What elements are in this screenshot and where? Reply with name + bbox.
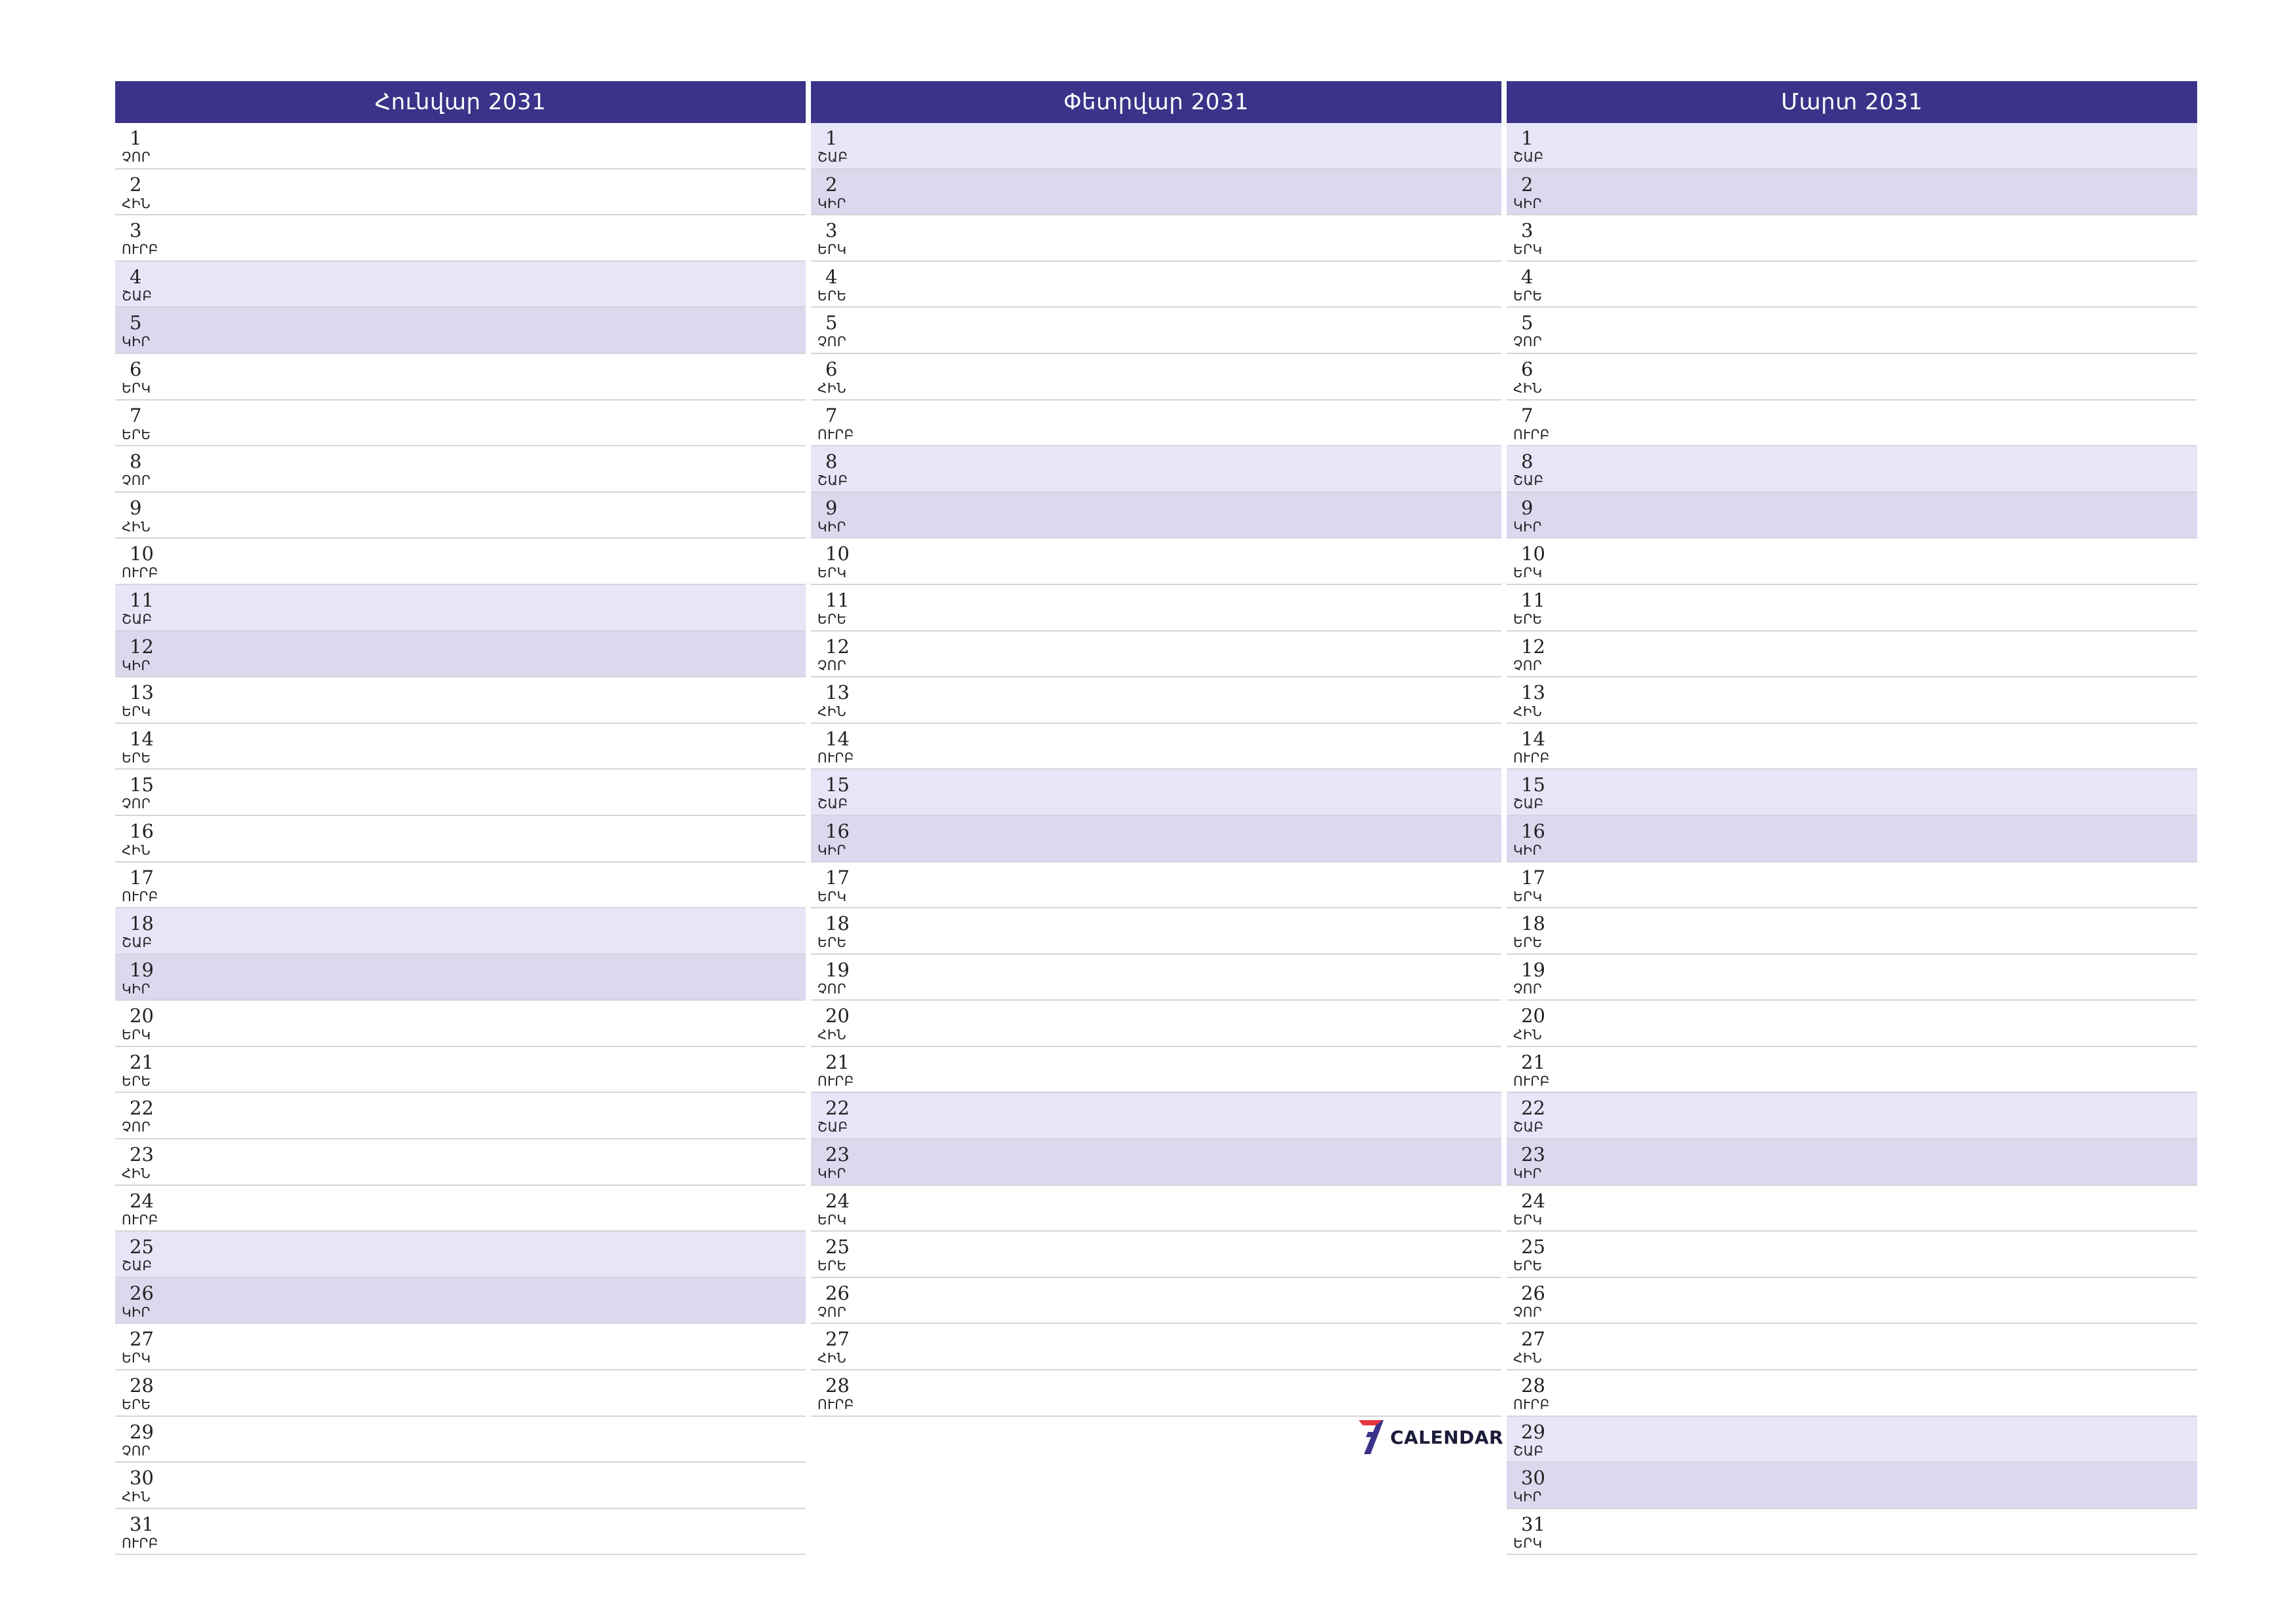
day-row bbox=[1507, 816, 2197, 863]
day-number: 1 bbox=[130, 127, 142, 149]
day-row bbox=[811, 401, 1501, 447]
weekday-label: ԿԻՐ bbox=[122, 1304, 151, 1320]
day-row bbox=[1507, 493, 2197, 539]
weekday-label: ԿԻՐ bbox=[122, 657, 151, 673]
day-row bbox=[115, 539, 806, 585]
day-row bbox=[115, 123, 806, 169]
day-row bbox=[1507, 1047, 2197, 1094]
day-row bbox=[811, 123, 1501, 169]
day-row bbox=[115, 1186, 806, 1232]
weekday-label: ԵՐԵ bbox=[122, 426, 151, 442]
day-row bbox=[811, 677, 1501, 724]
day-row bbox=[115, 446, 806, 493]
weekday-label: ՇԱԲ bbox=[122, 611, 152, 627]
weekday-label: ԵՐԵ bbox=[817, 611, 847, 627]
day-number: 11 bbox=[130, 588, 154, 611]
weekday-label: ԿԻՐ bbox=[1513, 842, 1542, 858]
weekday-label: ԵՐԵ bbox=[122, 1397, 151, 1413]
day-number: 10 bbox=[825, 543, 850, 565]
month-title: Հունվար 2031 bbox=[115, 81, 806, 123]
day-row bbox=[1507, 1463, 2197, 1509]
day-row bbox=[115, 724, 806, 770]
day-row bbox=[1507, 632, 2197, 678]
day-row bbox=[1507, 123, 2197, 169]
weekday-label: ԵՐԿ bbox=[122, 704, 151, 720]
weekday-label: ԿԻՐ bbox=[122, 334, 151, 350]
day-row bbox=[811, 1370, 1501, 1417]
weekday-label: ԵՐԵ bbox=[122, 1073, 151, 1089]
weekday-label: ԵՐԿ bbox=[817, 565, 847, 581]
day-number: 29 bbox=[1521, 1420, 1545, 1443]
day-number: 26 bbox=[825, 1281, 850, 1304]
day-row bbox=[115, 262, 806, 308]
weekday-label: ՈՒՐԲ bbox=[817, 426, 854, 442]
weekday-label: ՈՒՐԲ bbox=[1513, 1073, 1550, 1089]
day-row bbox=[115, 1139, 806, 1186]
day-row bbox=[811, 262, 1501, 308]
day-number: 14 bbox=[825, 727, 850, 750]
day-number: 17 bbox=[825, 866, 850, 889]
day-number: 21 bbox=[130, 1050, 154, 1073]
day-number: 4 bbox=[1521, 265, 1534, 288]
day-number: 27 bbox=[1521, 1328, 1545, 1351]
day-row bbox=[1507, 770, 2197, 816]
weekday-label: ԿԻՐ bbox=[817, 1166, 846, 1182]
day-row bbox=[1507, 169, 2197, 216]
day-number: 5 bbox=[1521, 312, 1534, 334]
weekday-label: ԿԻՐ bbox=[122, 980, 151, 997]
weekday-label: ՇԱԲ bbox=[1513, 149, 1544, 165]
day-row bbox=[1507, 446, 2197, 493]
day-row bbox=[1507, 354, 2197, 401]
weekday-label: ՉՈՐ bbox=[817, 980, 847, 997]
day-number: 18 bbox=[825, 912, 850, 935]
seven-logo-icon bbox=[1356, 1419, 1385, 1455]
weekday-label: ԵՐԿ bbox=[122, 1027, 151, 1043]
day-number: 8 bbox=[825, 450, 838, 473]
day-row bbox=[811, 539, 1501, 585]
weekday-label: ԿԻՐ bbox=[1513, 1166, 1542, 1182]
weekday-label: ՀԻՆ bbox=[122, 518, 151, 535]
day-number: 19 bbox=[130, 958, 154, 981]
day-number: 24 bbox=[825, 1189, 850, 1212]
weekday-label: ՀԻՆ bbox=[1513, 380, 1543, 396]
day-row bbox=[811, 1001, 1501, 1047]
day-number: 7 bbox=[825, 404, 838, 427]
day-number: 7 bbox=[1521, 404, 1534, 427]
day-number: 20 bbox=[130, 1005, 154, 1027]
day-number: 5 bbox=[825, 312, 838, 334]
weekday-label: ՀԻՆ bbox=[1513, 1350, 1543, 1366]
day-row bbox=[115, 955, 806, 1001]
day-number: 31 bbox=[1521, 1512, 1545, 1535]
day-row bbox=[1507, 1324, 2197, 1370]
weekday-label: ՀԻՆ bbox=[122, 1166, 151, 1182]
day-number: 9 bbox=[130, 496, 142, 519]
weekday-label: ՇԱԲ bbox=[1513, 1442, 1544, 1459]
weekday-label: ՈՒՐԲ bbox=[122, 888, 158, 904]
day-row bbox=[115, 770, 806, 816]
day-number: 6 bbox=[130, 357, 142, 380]
weekday-label: ՀԻՆ bbox=[817, 704, 847, 720]
weekday-label: ՀԻՆ bbox=[817, 1027, 847, 1043]
day-number: 17 bbox=[130, 866, 154, 889]
day-row bbox=[811, 446, 1501, 493]
day-row bbox=[1507, 262, 2197, 308]
day-number: 5 bbox=[130, 312, 142, 334]
day-number: 26 bbox=[1521, 1281, 1545, 1304]
day-row bbox=[811, 1186, 1501, 1232]
day-number: 25 bbox=[1521, 1236, 1545, 1258]
day-number: 1 bbox=[825, 127, 838, 149]
day-row bbox=[115, 493, 806, 539]
day-number: 9 bbox=[825, 496, 838, 519]
day-number: 16 bbox=[825, 819, 850, 842]
weekday-label: ՈՒՐԲ bbox=[817, 749, 854, 766]
day-row bbox=[811, 863, 1501, 909]
weekday-label: ՀԻՆ bbox=[817, 1350, 847, 1366]
day-number: 10 bbox=[1521, 543, 1545, 565]
weekday-label: ՉՈՐ bbox=[817, 657, 847, 673]
weekday-label: ՉՈՐ bbox=[1513, 1304, 1543, 1320]
day-number: 18 bbox=[130, 912, 154, 935]
weekday-label: ԿԻՐ bbox=[1513, 1489, 1542, 1505]
day-row bbox=[1507, 955, 2197, 1001]
day-number: 20 bbox=[1521, 1005, 1545, 1027]
day-number: 6 bbox=[825, 357, 838, 380]
day-number: 23 bbox=[130, 1143, 154, 1166]
day-row bbox=[1507, 401, 2197, 447]
weekday-label: ՉՈՐ bbox=[1513, 657, 1543, 673]
weekday-label: ԵՐԵ bbox=[817, 1258, 847, 1274]
day-row bbox=[811, 169, 1501, 216]
weekday-label: ՇԱԲ bbox=[817, 796, 848, 812]
weekday-label: ՇԱԲ bbox=[1513, 1119, 1544, 1135]
day-row bbox=[115, 1232, 806, 1278]
day-row bbox=[1507, 908, 2197, 955]
day-number: 13 bbox=[1521, 681, 1545, 704]
day-number: 16 bbox=[1521, 819, 1545, 842]
day-row bbox=[811, 1278, 1501, 1325]
day-number: 15 bbox=[130, 774, 154, 796]
weekday-label: ՇԱԲ bbox=[1513, 796, 1544, 812]
day-row bbox=[115, 908, 806, 955]
day-number: 11 bbox=[1521, 588, 1545, 611]
weekday-label: ԵՐԿ bbox=[122, 380, 151, 396]
day-list bbox=[115, 123, 806, 1555]
day-row bbox=[811, 1324, 1501, 1370]
weekday-label: ԿԻՐ bbox=[817, 518, 846, 535]
day-number: 4 bbox=[825, 265, 838, 288]
day-row bbox=[1507, 1093, 2197, 1139]
day-number: 15 bbox=[1521, 774, 1545, 796]
day-row bbox=[115, 1047, 806, 1094]
day-row bbox=[811, 1139, 1501, 1186]
day-row bbox=[115, 816, 806, 863]
day-number: 22 bbox=[1521, 1097, 1545, 1120]
month-january bbox=[115, 81, 806, 1555]
weekday-label: ՀԻՆ bbox=[122, 842, 151, 858]
day-number: 21 bbox=[1521, 1050, 1545, 1073]
weekday-label: ՈՒՐԲ bbox=[122, 1211, 158, 1228]
day-number: 23 bbox=[825, 1143, 850, 1166]
weekday-label: ՉՈՐ bbox=[122, 1442, 151, 1459]
weekday-label: ԵՐԵ bbox=[1513, 935, 1543, 951]
day-number: 20 bbox=[825, 1005, 850, 1027]
day-number: 11 bbox=[825, 588, 850, 611]
day-row bbox=[1507, 1417, 2197, 1463]
weekday-label: ԿԻՐ bbox=[1513, 518, 1542, 535]
weekday-label: ՇԱԲ bbox=[817, 149, 848, 165]
weekday-label: ՇԱԲ bbox=[122, 287, 152, 304]
day-row bbox=[115, 169, 806, 216]
weekday-label: ՈՒՐԲ bbox=[122, 241, 158, 258]
day-row bbox=[1507, 1232, 2197, 1278]
weekday-label: ԵՐԿ bbox=[1513, 888, 1543, 904]
day-list bbox=[1507, 123, 2197, 1555]
weekday-label: ԵՐԿ bbox=[1513, 565, 1543, 581]
day-number: 13 bbox=[825, 681, 850, 704]
day-number: 8 bbox=[1521, 450, 1534, 473]
day-number: 2 bbox=[1521, 173, 1534, 196]
weekday-label: ՈՒՐԲ bbox=[122, 565, 158, 581]
day-number: 3 bbox=[1521, 219, 1534, 242]
weekday-label: ՇԱԲ bbox=[122, 935, 152, 951]
weekday-label: ՀԻՆ bbox=[122, 195, 151, 211]
weekday-label: ՀԻՆ bbox=[817, 380, 847, 396]
day-row bbox=[115, 863, 806, 909]
day-number: 6 bbox=[1521, 357, 1534, 380]
day-row bbox=[115, 585, 806, 632]
weekday-label: ՈՒՐԲ bbox=[1513, 1397, 1550, 1413]
weekday-label: ՉՈՐ bbox=[1513, 334, 1543, 350]
day-row bbox=[1507, 863, 2197, 909]
day-number: 18 bbox=[1521, 912, 1545, 935]
day-row bbox=[1507, 1001, 2197, 1047]
day-row bbox=[1507, 215, 2197, 262]
day-row bbox=[115, 308, 806, 354]
weekday-label: ԵՐԵ bbox=[122, 749, 151, 766]
weekday-label: ԵՐԵ bbox=[1513, 1258, 1543, 1274]
weekday-label: ԿԻՐ bbox=[1513, 195, 1542, 211]
day-row bbox=[115, 1370, 806, 1417]
weekday-label: ԵՐԿ bbox=[817, 241, 847, 258]
day-number: 2 bbox=[130, 173, 142, 196]
weekday-label: ՉՈՐ bbox=[1513, 980, 1543, 997]
day-row bbox=[811, 1093, 1501, 1139]
month-february bbox=[811, 81, 1501, 1417]
day-row bbox=[811, 1232, 1501, 1278]
day-number: 26 bbox=[130, 1281, 154, 1304]
day-row bbox=[811, 215, 1501, 262]
day-row bbox=[1507, 539, 2197, 585]
weekday-label: ԵՐԿ bbox=[1513, 1535, 1543, 1551]
day-row bbox=[115, 632, 806, 678]
day-row bbox=[115, 677, 806, 724]
day-number: 19 bbox=[825, 958, 850, 981]
weekday-label: ԵՐԿ bbox=[1513, 1211, 1543, 1228]
weekday-label: ԵՐԵ bbox=[817, 287, 847, 304]
day-number: 22 bbox=[130, 1097, 154, 1120]
weekday-label: ՇԱԲ bbox=[817, 1119, 848, 1135]
month-title: Փետրվար 2031 bbox=[811, 81, 1501, 123]
day-number: 27 bbox=[825, 1328, 850, 1351]
day-row bbox=[1507, 1186, 2197, 1232]
weekday-label: ՈՒՐԲ bbox=[817, 1073, 854, 1089]
day-row bbox=[115, 401, 806, 447]
month-title: Մարտ 2031 bbox=[1507, 81, 2197, 123]
weekday-label: ԵՐԿ bbox=[817, 1211, 847, 1228]
weekday-label: ՀԻՆ bbox=[122, 1489, 151, 1505]
weekday-label: ԿԻՐ bbox=[817, 195, 846, 211]
weekday-label: ՇԱԲ bbox=[817, 473, 848, 489]
day-row bbox=[1507, 1139, 2197, 1186]
weekday-label: ՉՈՐ bbox=[122, 1119, 151, 1135]
day-number: 2 bbox=[825, 173, 838, 196]
weekday-label: ՈՒՐԲ bbox=[122, 1535, 158, 1551]
day-row bbox=[811, 354, 1501, 401]
weekday-label: ՉՈՐ bbox=[122, 796, 151, 812]
weekday-label: ԵՐԿ bbox=[817, 888, 847, 904]
day-number: 12 bbox=[130, 635, 154, 658]
day-number: 19 bbox=[1521, 958, 1545, 981]
weekday-label: ՉՈՐ bbox=[122, 149, 151, 165]
day-row bbox=[1507, 1370, 2197, 1417]
day-row bbox=[115, 1417, 806, 1463]
month-march bbox=[1507, 81, 2197, 1555]
day-list bbox=[811, 123, 1501, 1417]
day-number: 8 bbox=[130, 450, 142, 473]
day-row bbox=[115, 354, 806, 401]
weekday-label: ՀԻՆ bbox=[1513, 704, 1543, 720]
day-row bbox=[811, 724, 1501, 770]
day-number: 30 bbox=[1521, 1467, 1545, 1489]
day-number: 14 bbox=[130, 727, 154, 750]
day-row bbox=[115, 1093, 806, 1139]
day-number: 24 bbox=[130, 1189, 154, 1212]
weekday-label: ԵՐԵ bbox=[817, 935, 847, 951]
day-number: 1 bbox=[1521, 127, 1534, 149]
weekday-label: ՉՈՐ bbox=[817, 1304, 847, 1320]
weekday-label: ՉՈՐ bbox=[817, 334, 847, 350]
day-number: 14 bbox=[1521, 727, 1545, 750]
day-number: 3 bbox=[130, 219, 142, 242]
weekday-label: ԵՐԿ bbox=[122, 1350, 151, 1366]
weekday-label: ՇԱԲ bbox=[122, 1258, 152, 1274]
weekday-label: ՀԻՆ bbox=[1513, 1027, 1543, 1043]
day-number: 27 bbox=[130, 1328, 154, 1351]
day-number: 21 bbox=[825, 1050, 850, 1073]
day-number: 30 bbox=[130, 1467, 154, 1489]
day-row bbox=[1507, 724, 2197, 770]
day-number: 15 bbox=[825, 774, 850, 796]
weekday-label: ԵՐԵ bbox=[1513, 287, 1543, 304]
day-number: 28 bbox=[825, 1374, 850, 1397]
day-row bbox=[811, 816, 1501, 863]
weekday-label: ԵՐԿ bbox=[1513, 241, 1543, 258]
day-row bbox=[1507, 1278, 2197, 1325]
day-number: 23 bbox=[1521, 1143, 1545, 1166]
day-row bbox=[115, 215, 806, 262]
day-row bbox=[1507, 585, 2197, 632]
day-number: 10 bbox=[130, 543, 154, 565]
day-row bbox=[115, 1278, 806, 1325]
day-row bbox=[811, 1047, 1501, 1094]
day-row bbox=[115, 1509, 806, 1556]
weekday-label: ԵՐԵ bbox=[1513, 611, 1543, 627]
day-number: 25 bbox=[825, 1236, 850, 1258]
weekday-label: ՉՈՐ bbox=[122, 473, 151, 489]
brand-logo bbox=[1356, 1419, 1503, 1455]
day-number: 31 bbox=[130, 1512, 154, 1535]
day-row bbox=[811, 908, 1501, 955]
day-number: 9 bbox=[1521, 496, 1534, 519]
weekday-label: ՇԱԲ bbox=[1513, 473, 1544, 489]
day-number: 7 bbox=[130, 404, 142, 427]
day-row bbox=[1507, 1509, 2197, 1556]
day-number: 24 bbox=[1521, 1189, 1545, 1212]
day-number: 3 bbox=[825, 219, 838, 242]
day-row bbox=[115, 1001, 806, 1047]
day-row bbox=[811, 770, 1501, 816]
day-row bbox=[1507, 308, 2197, 354]
day-row bbox=[115, 1324, 806, 1370]
day-row bbox=[811, 955, 1501, 1001]
logo-text: CALENDAR bbox=[1390, 1426, 1504, 1448]
day-row bbox=[811, 585, 1501, 632]
weekday-label: ՈՒՐԲ bbox=[817, 1397, 854, 1413]
day-number: 4 bbox=[130, 265, 142, 288]
day-number: 25 bbox=[130, 1236, 154, 1258]
weekday-label: ՈՒՐԲ bbox=[1513, 749, 1550, 766]
day-number: 13 bbox=[130, 681, 154, 704]
day-row bbox=[1507, 677, 2197, 724]
day-row bbox=[115, 1463, 806, 1509]
weekday-label: ԿԻՐ bbox=[817, 842, 846, 858]
day-number: 29 bbox=[130, 1420, 154, 1443]
day-number: 28 bbox=[130, 1374, 154, 1397]
weekday-label: ՈՒՐԲ bbox=[1513, 426, 1550, 442]
day-number: 22 bbox=[825, 1097, 850, 1120]
day-row bbox=[811, 308, 1501, 354]
day-number: 28 bbox=[1521, 1374, 1545, 1397]
day-row bbox=[811, 632, 1501, 678]
day-number: 17 bbox=[1521, 866, 1545, 889]
day-row bbox=[811, 493, 1501, 539]
day-number: 16 bbox=[130, 819, 154, 842]
day-number: 12 bbox=[1521, 635, 1545, 658]
day-number: 12 bbox=[825, 635, 850, 658]
